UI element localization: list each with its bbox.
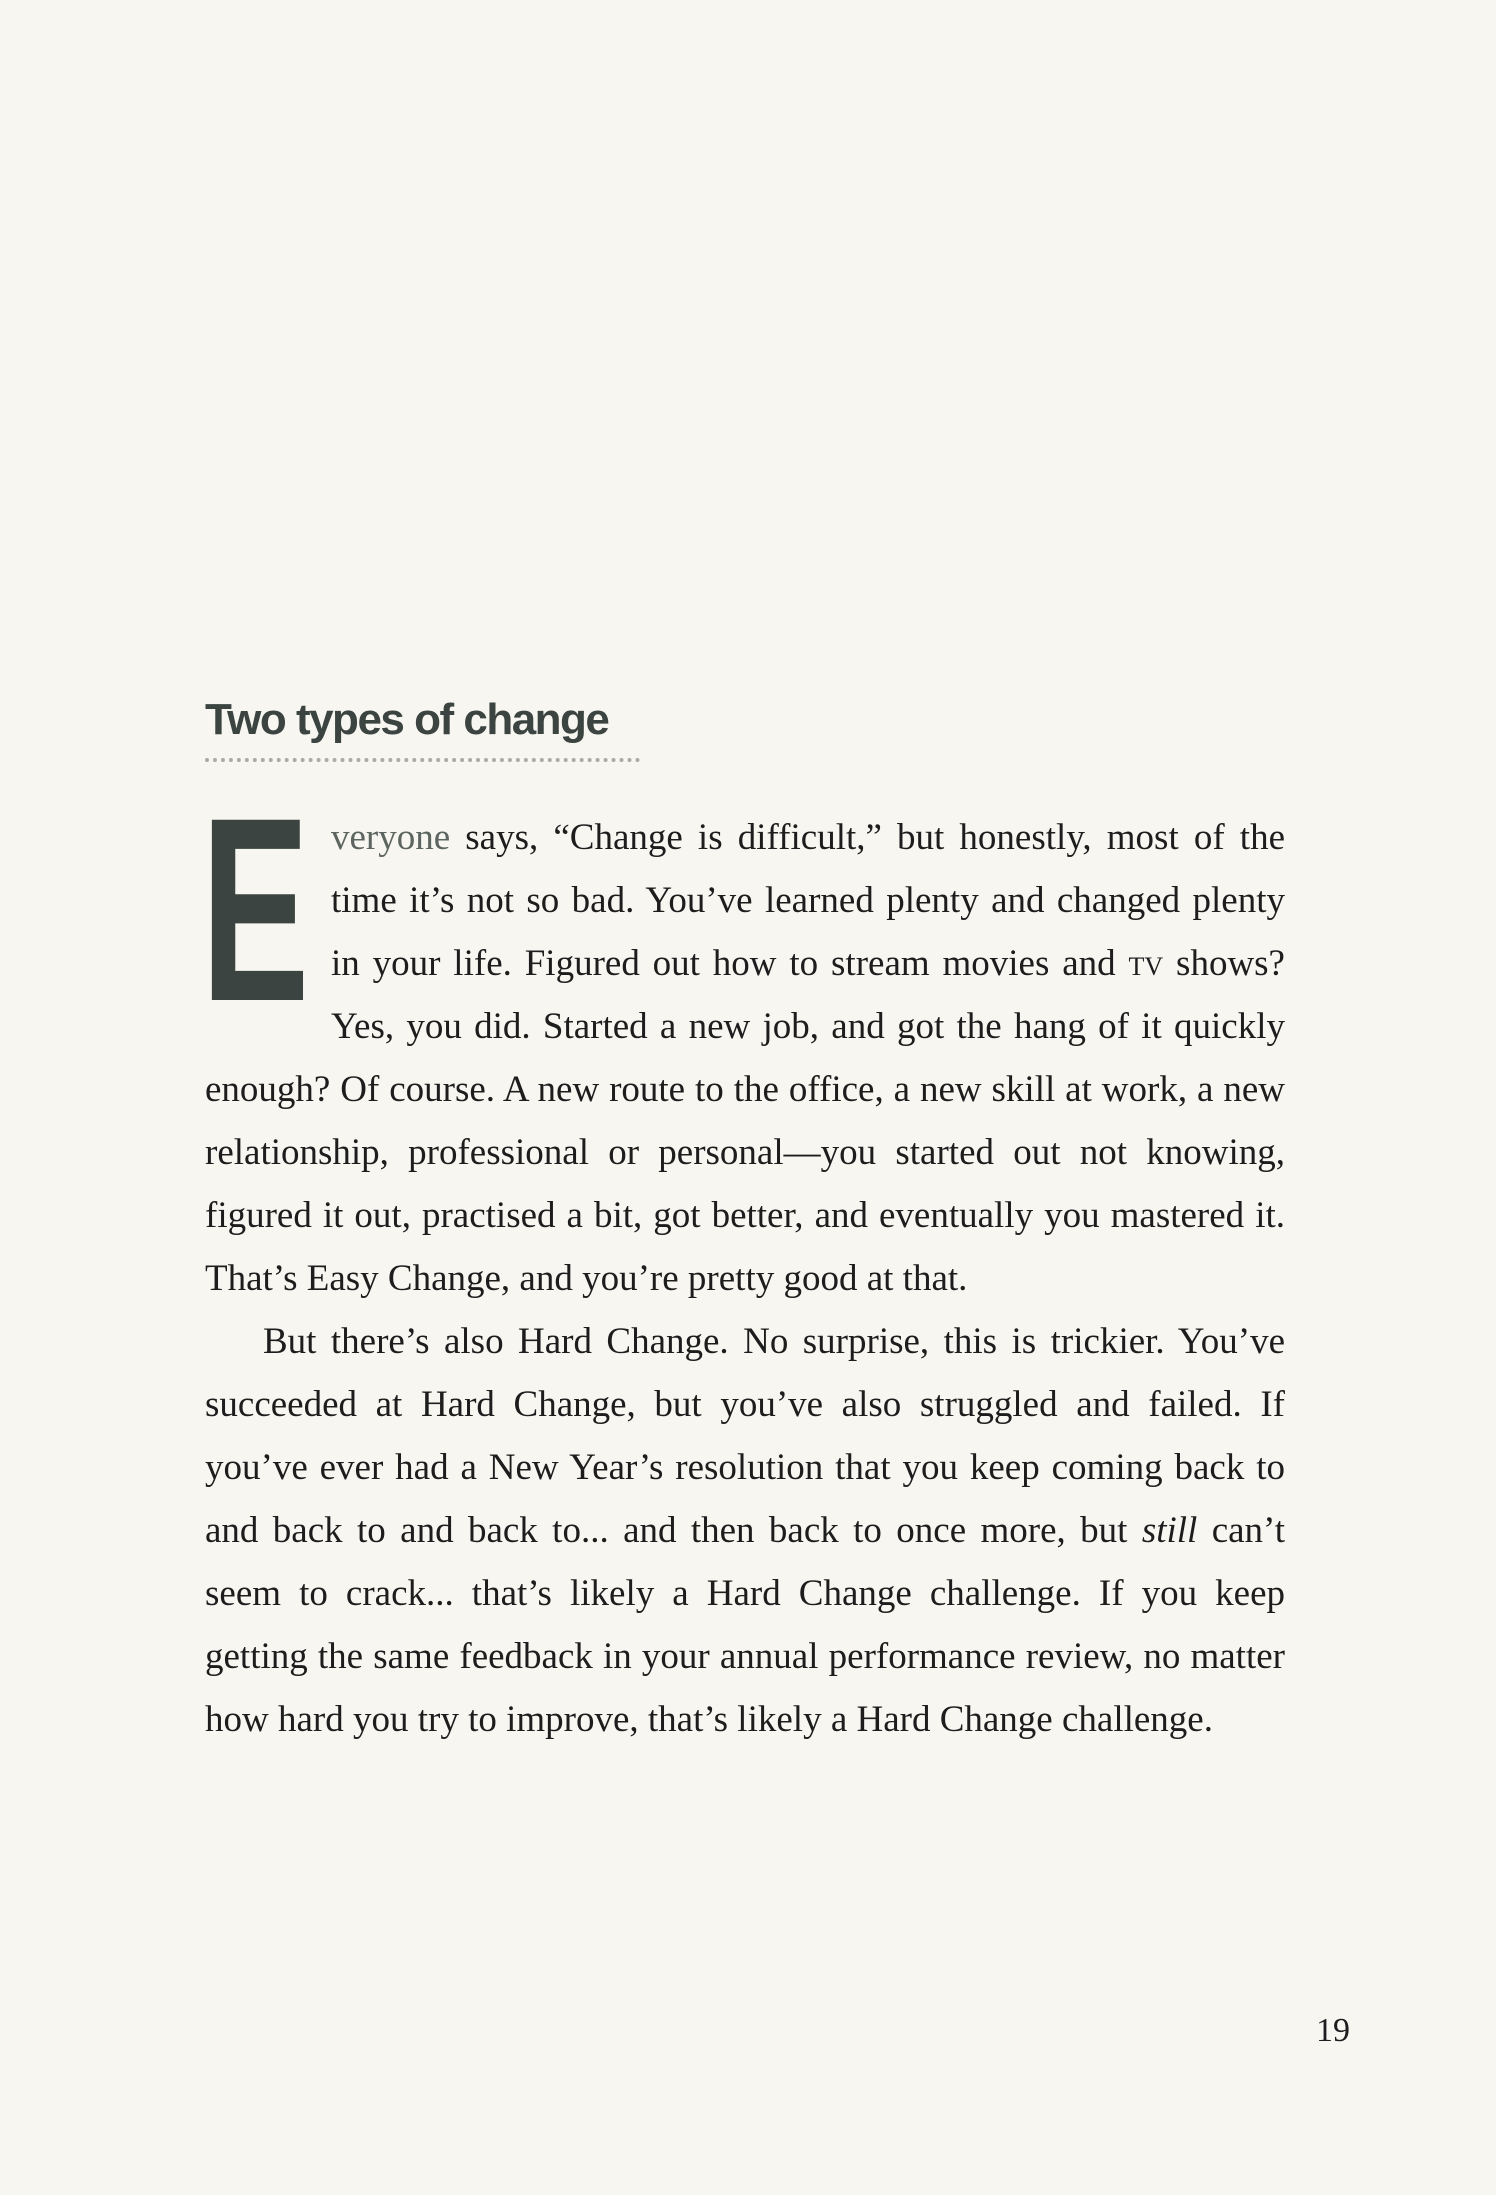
- body-text: [201, 763, 1285, 1751]
- paragraph-1-text-b: shows? Yes, you did. Started a new job, and got the hang of it quickly enough? Of course. A new route to the office, a new skill at work, a new relationship, professional or personal—you started out not knowing, figured it out, practised a bit, got better, and eventually you mastered it. That’s Easy Change, and you’re pretty good at that.: [205, 943, 1285, 1299]
- emphasis-still: still: [1141, 1510, 1198, 1551]
- paragraph-1: [201, 763, 1285, 1310]
- lead-word: veryone: [331, 817, 451, 858]
- paragraph-2-text-b: can’t seem to crack... that’s likely a Hard Change challenge. If you keep getting the same feedback in your annual performance review, no matter how hard you try to improve, that’s likely a Hard Change challenge.: [205, 1510, 1285, 1740]
- heading-dotted-rule: [205, 758, 640, 762]
- drop-cap: E: [201, 763, 310, 1056]
- paragraph-2-text-a: But there’s also Hard Change. No surprise, this is trickier. You’ve succeeded at Hard Change, but you’ve also struggled and failed. If you’ve ever had a New Year’s resolution that you keep coming back to and back to and back to... and then back to once more, but: [205, 1321, 1285, 1551]
- paragraph-2: [205, 1310, 1285, 1751]
- tv-smallcaps: tv: [1128, 943, 1164, 984]
- text-section: [201, 690, 1285, 1751]
- page-number: 19: [1316, 2012, 1350, 2049]
- section-heading: Two types of change: [205, 695, 609, 744]
- paragraph-1-text-a: says, “Change is difficult,” but honestly, most of the time it’s not so bad. You’ve learned plenty and changed plenty in your life. Figured out how to stream movies and: [331, 817, 1285, 984]
